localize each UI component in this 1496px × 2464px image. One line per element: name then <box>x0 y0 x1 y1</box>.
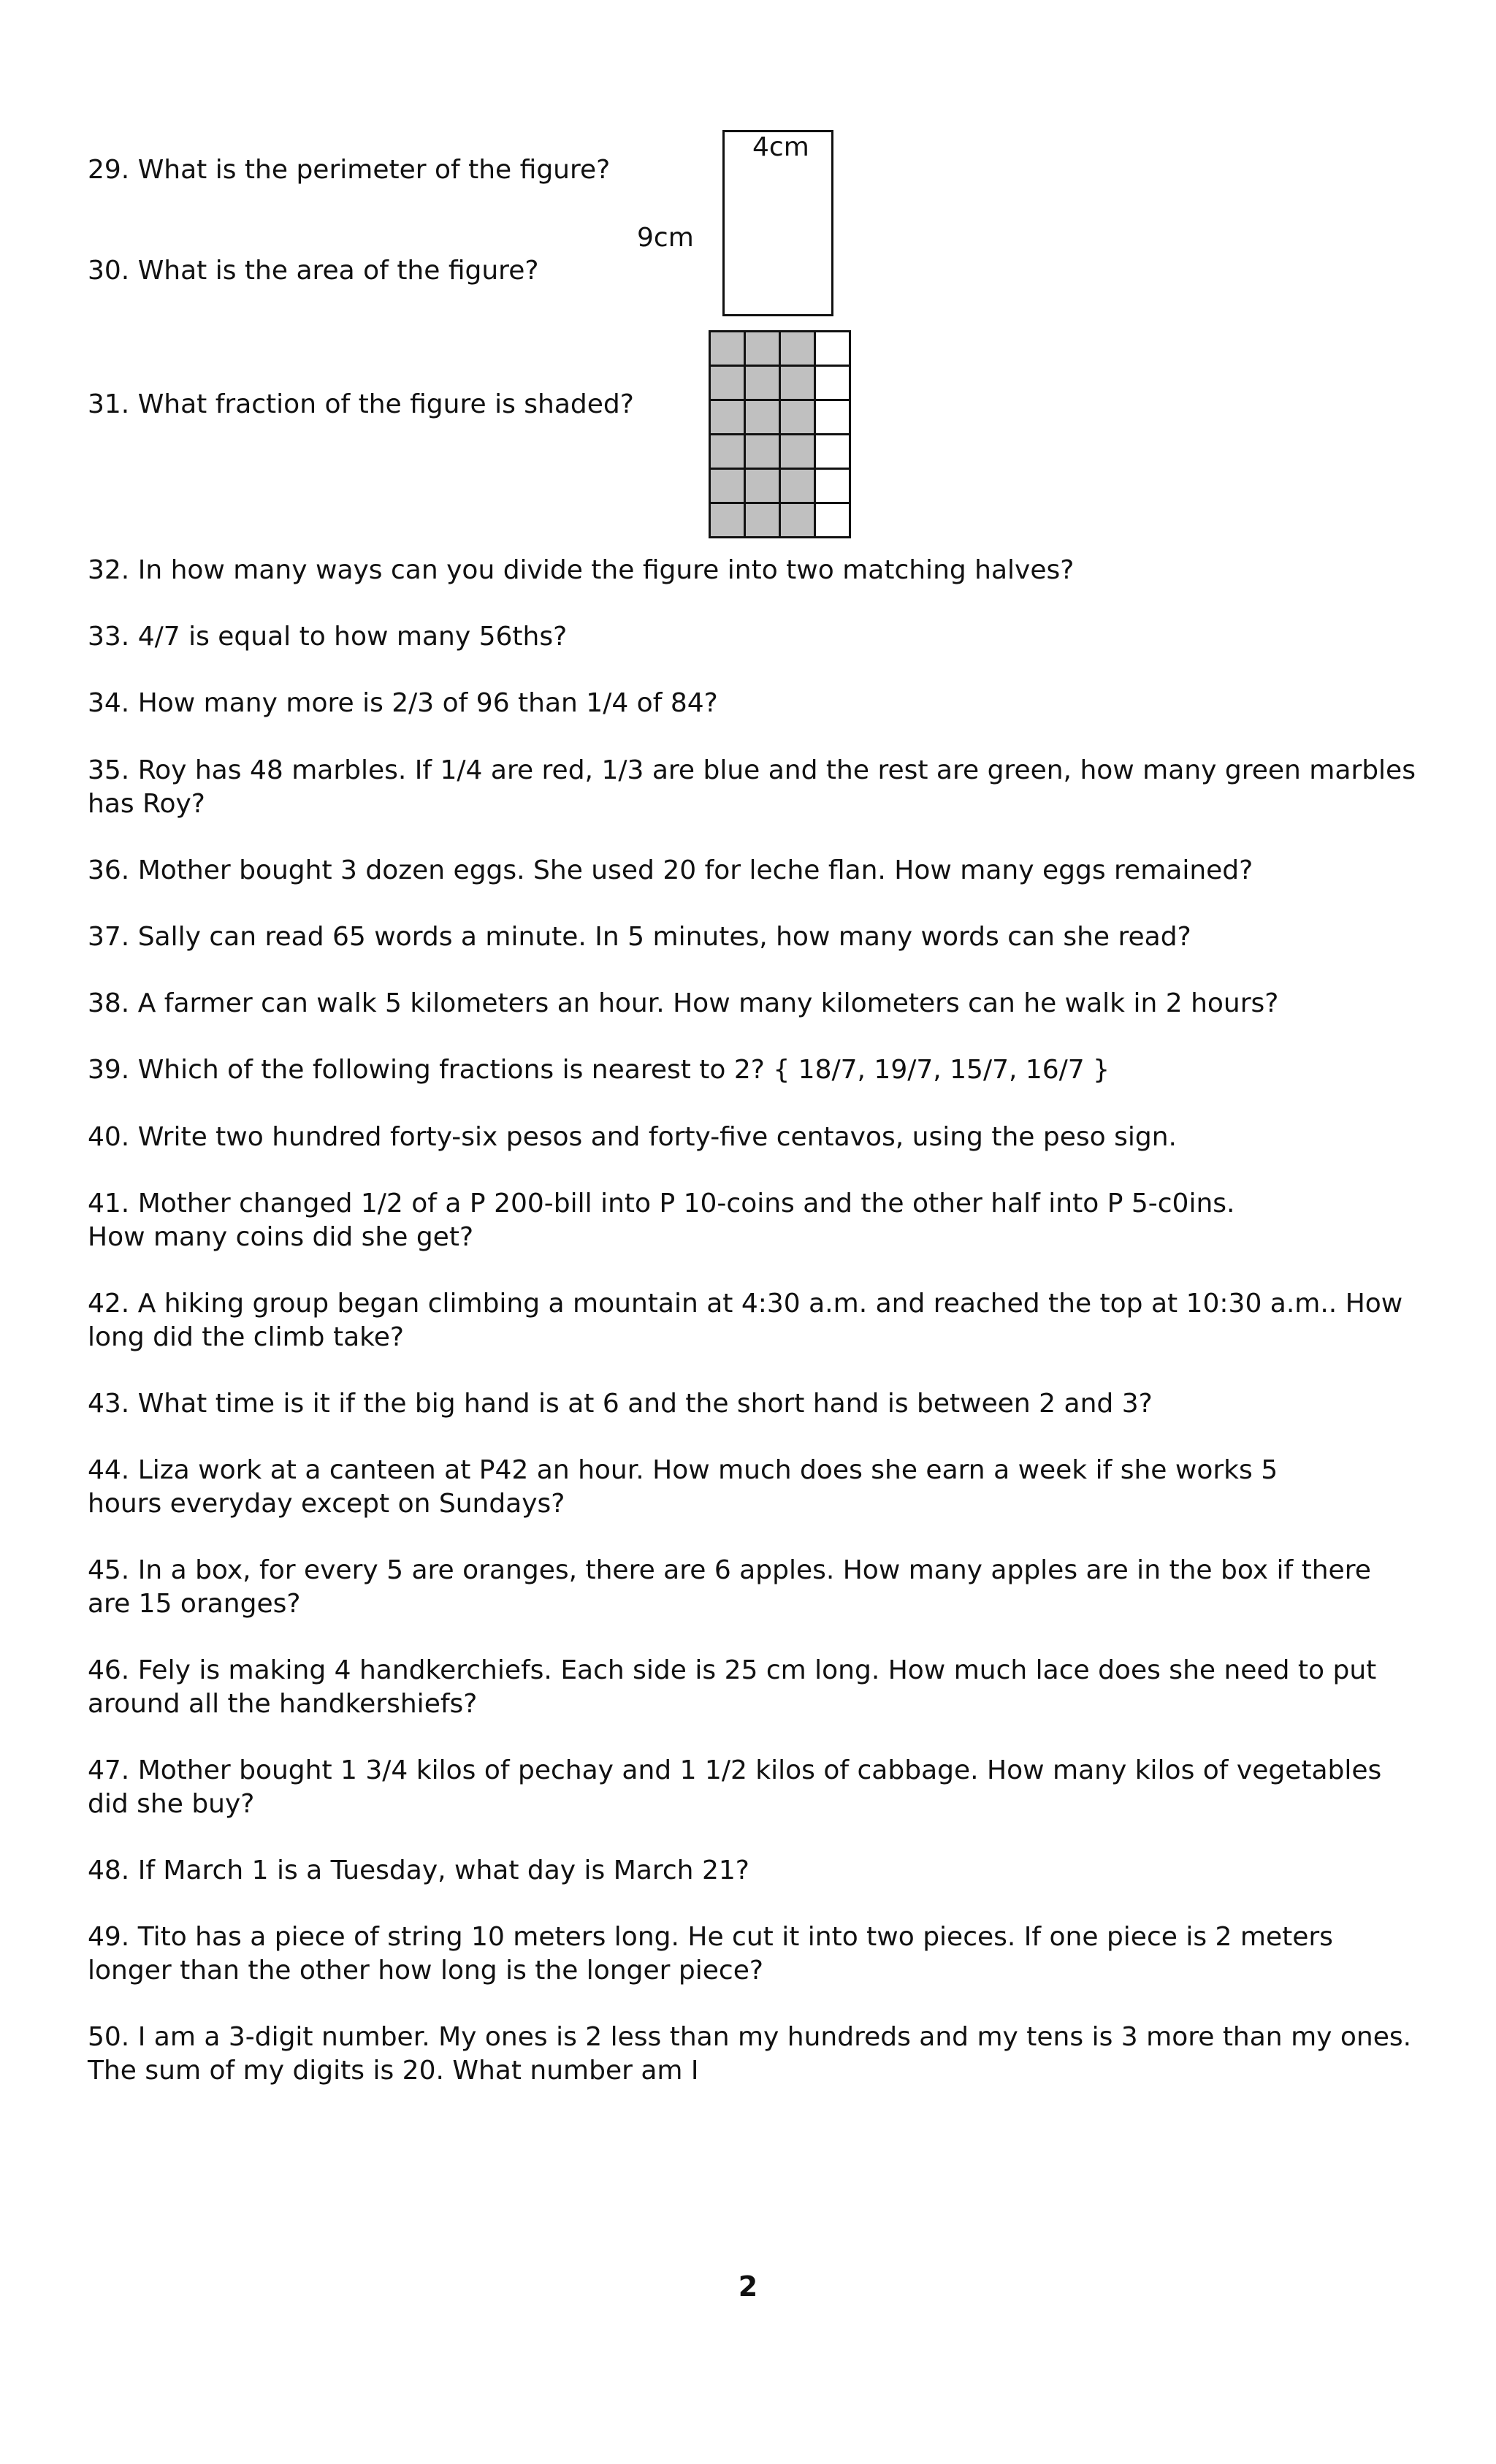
question-40: 40. Write two hundred forty-six pesos and forty-five centavos, using the peso sign. <box>88 1122 1177 1152</box>
question-43: 43. What time is it if the big hand is at 6 and the short hand is between 2 and 3? <box>88 1389 1153 1419</box>
grid-cell-shaded <box>711 435 746 470</box>
grid-cell-unshaded <box>816 504 851 538</box>
question-36: 36. Mother bought 3 dozen eggs. She used 20 for leche flan. How many eggs remained? <box>88 855 1253 885</box>
grid-cell-unshaded <box>816 332 851 367</box>
grid-cell-shaded <box>711 332 746 367</box>
question-31: 31. What fraction of the figure is shaded? <box>88 389 634 419</box>
grid-cell-unshaded <box>816 401 851 435</box>
grid-cell-shaded <box>711 504 746 538</box>
question-37: 37. Sally can read 65 words a minute. In 5 minutes, how many words can she read? <box>88 922 1191 952</box>
grid-cell-shaded <box>781 504 816 538</box>
question-42: 42. A hiking group began climbing a mountain at 4:30 a.m. and reached the top at 10:30 a.m.. How long did the climb take? <box>88 1289 1403 1352</box>
rectangle-height-label: 9cm <box>637 223 694 253</box>
question-44: 44. Liza work at a canteen at P42 an hour. How much does she earn a week if she works 5 hours everyday except on Sundays? <box>88 1455 1278 1519</box>
grid-cell-unshaded <box>816 367 851 401</box>
grid-cell-shaded <box>746 470 781 504</box>
question-50: 50. I am a 3-digit number. My ones is 2 less than my hundreds and my tens is 3 more than my ones. The sum of my digits is 20. What number am I <box>88 2022 1412 2086</box>
grid-cell-shaded <box>746 367 781 401</box>
grid-cell-shaded <box>781 332 816 367</box>
grid-cell-shaded <box>746 401 781 435</box>
grid-cell-shaded <box>711 367 746 401</box>
question-47: 47. Mother bought 1 3/4 kilos of pechay and 1 1/2 kilos of cabbage. How many kilos of vegetables did she buy? <box>88 1755 1382 1819</box>
question-38: 38. A farmer can walk 5 kilometers an hour. How many kilometers can he walk in 2 hours? <box>88 988 1279 1018</box>
grid-cell-shaded <box>781 470 816 504</box>
grid-cell-shaded <box>781 435 816 470</box>
question-49: 49. Tito has a piece of string 10 meters long. He cut it into two pieces. If one piece is 2 meters longer than the other how long is the longer piece? <box>88 1922 1333 1986</box>
grid-cell-unshaded <box>816 470 851 504</box>
shaded-grid-figure <box>709 330 851 538</box>
rectangle-width-label: 4cm <box>752 132 809 162</box>
grid-cell-shaded <box>746 504 781 538</box>
question-39: 39. Which of the following fractions is nearest to 2? { 18/7, 19/7, 15/7, 16/7 } <box>88 1055 1110 1085</box>
question-30: 30. What is the area of the figure? <box>88 256 539 286</box>
grid-cell-shaded <box>711 401 746 435</box>
question-41: 41. Mother changed 1/2 of a P 200-bill into P 10-coins and the other half into P 5-c0ins. How many coins did she get? <box>88 1189 1235 1252</box>
grid-cell-unshaded <box>816 435 851 470</box>
page-number: 2 <box>738 2270 758 2303</box>
question-29: 29. What is the perimeter of the figure? <box>88 155 611 185</box>
question-46: 46. Fely is making 4 handkerchiefs. Each side is 25 cm long. How much lace does she need to put around all the handkershiefs? <box>88 1655 1377 1719</box>
question-34: 34. How many more is 2/3 of 96 than 1/4 of 84? <box>88 688 718 718</box>
question-48: 48. If March 1 is a Tuesday, what day is March 21? <box>88 1855 749 1885</box>
grid-cell-shaded <box>781 367 816 401</box>
question-35: 35. Roy has 48 marbles. If 1/4 are red, 1/3 are blue and the rest are green, how many green marbles has Roy? <box>88 755 1416 819</box>
grid-cell-shaded <box>746 332 781 367</box>
question-45: 45. In a box, for every 5 are oranges, there are 6 apples. How many apples are in the box if there are 15 oranges? <box>88 1555 1371 1619</box>
grid-cell-shaded <box>781 401 816 435</box>
question-32: 32. In how many ways can you divide the figure into two matching halves? <box>88 555 1075 585</box>
question-33: 33. 4/7 is equal to how many 56ths? <box>88 622 568 652</box>
grid-cell-shaded <box>746 435 781 470</box>
grid-cell-shaded <box>711 470 746 504</box>
